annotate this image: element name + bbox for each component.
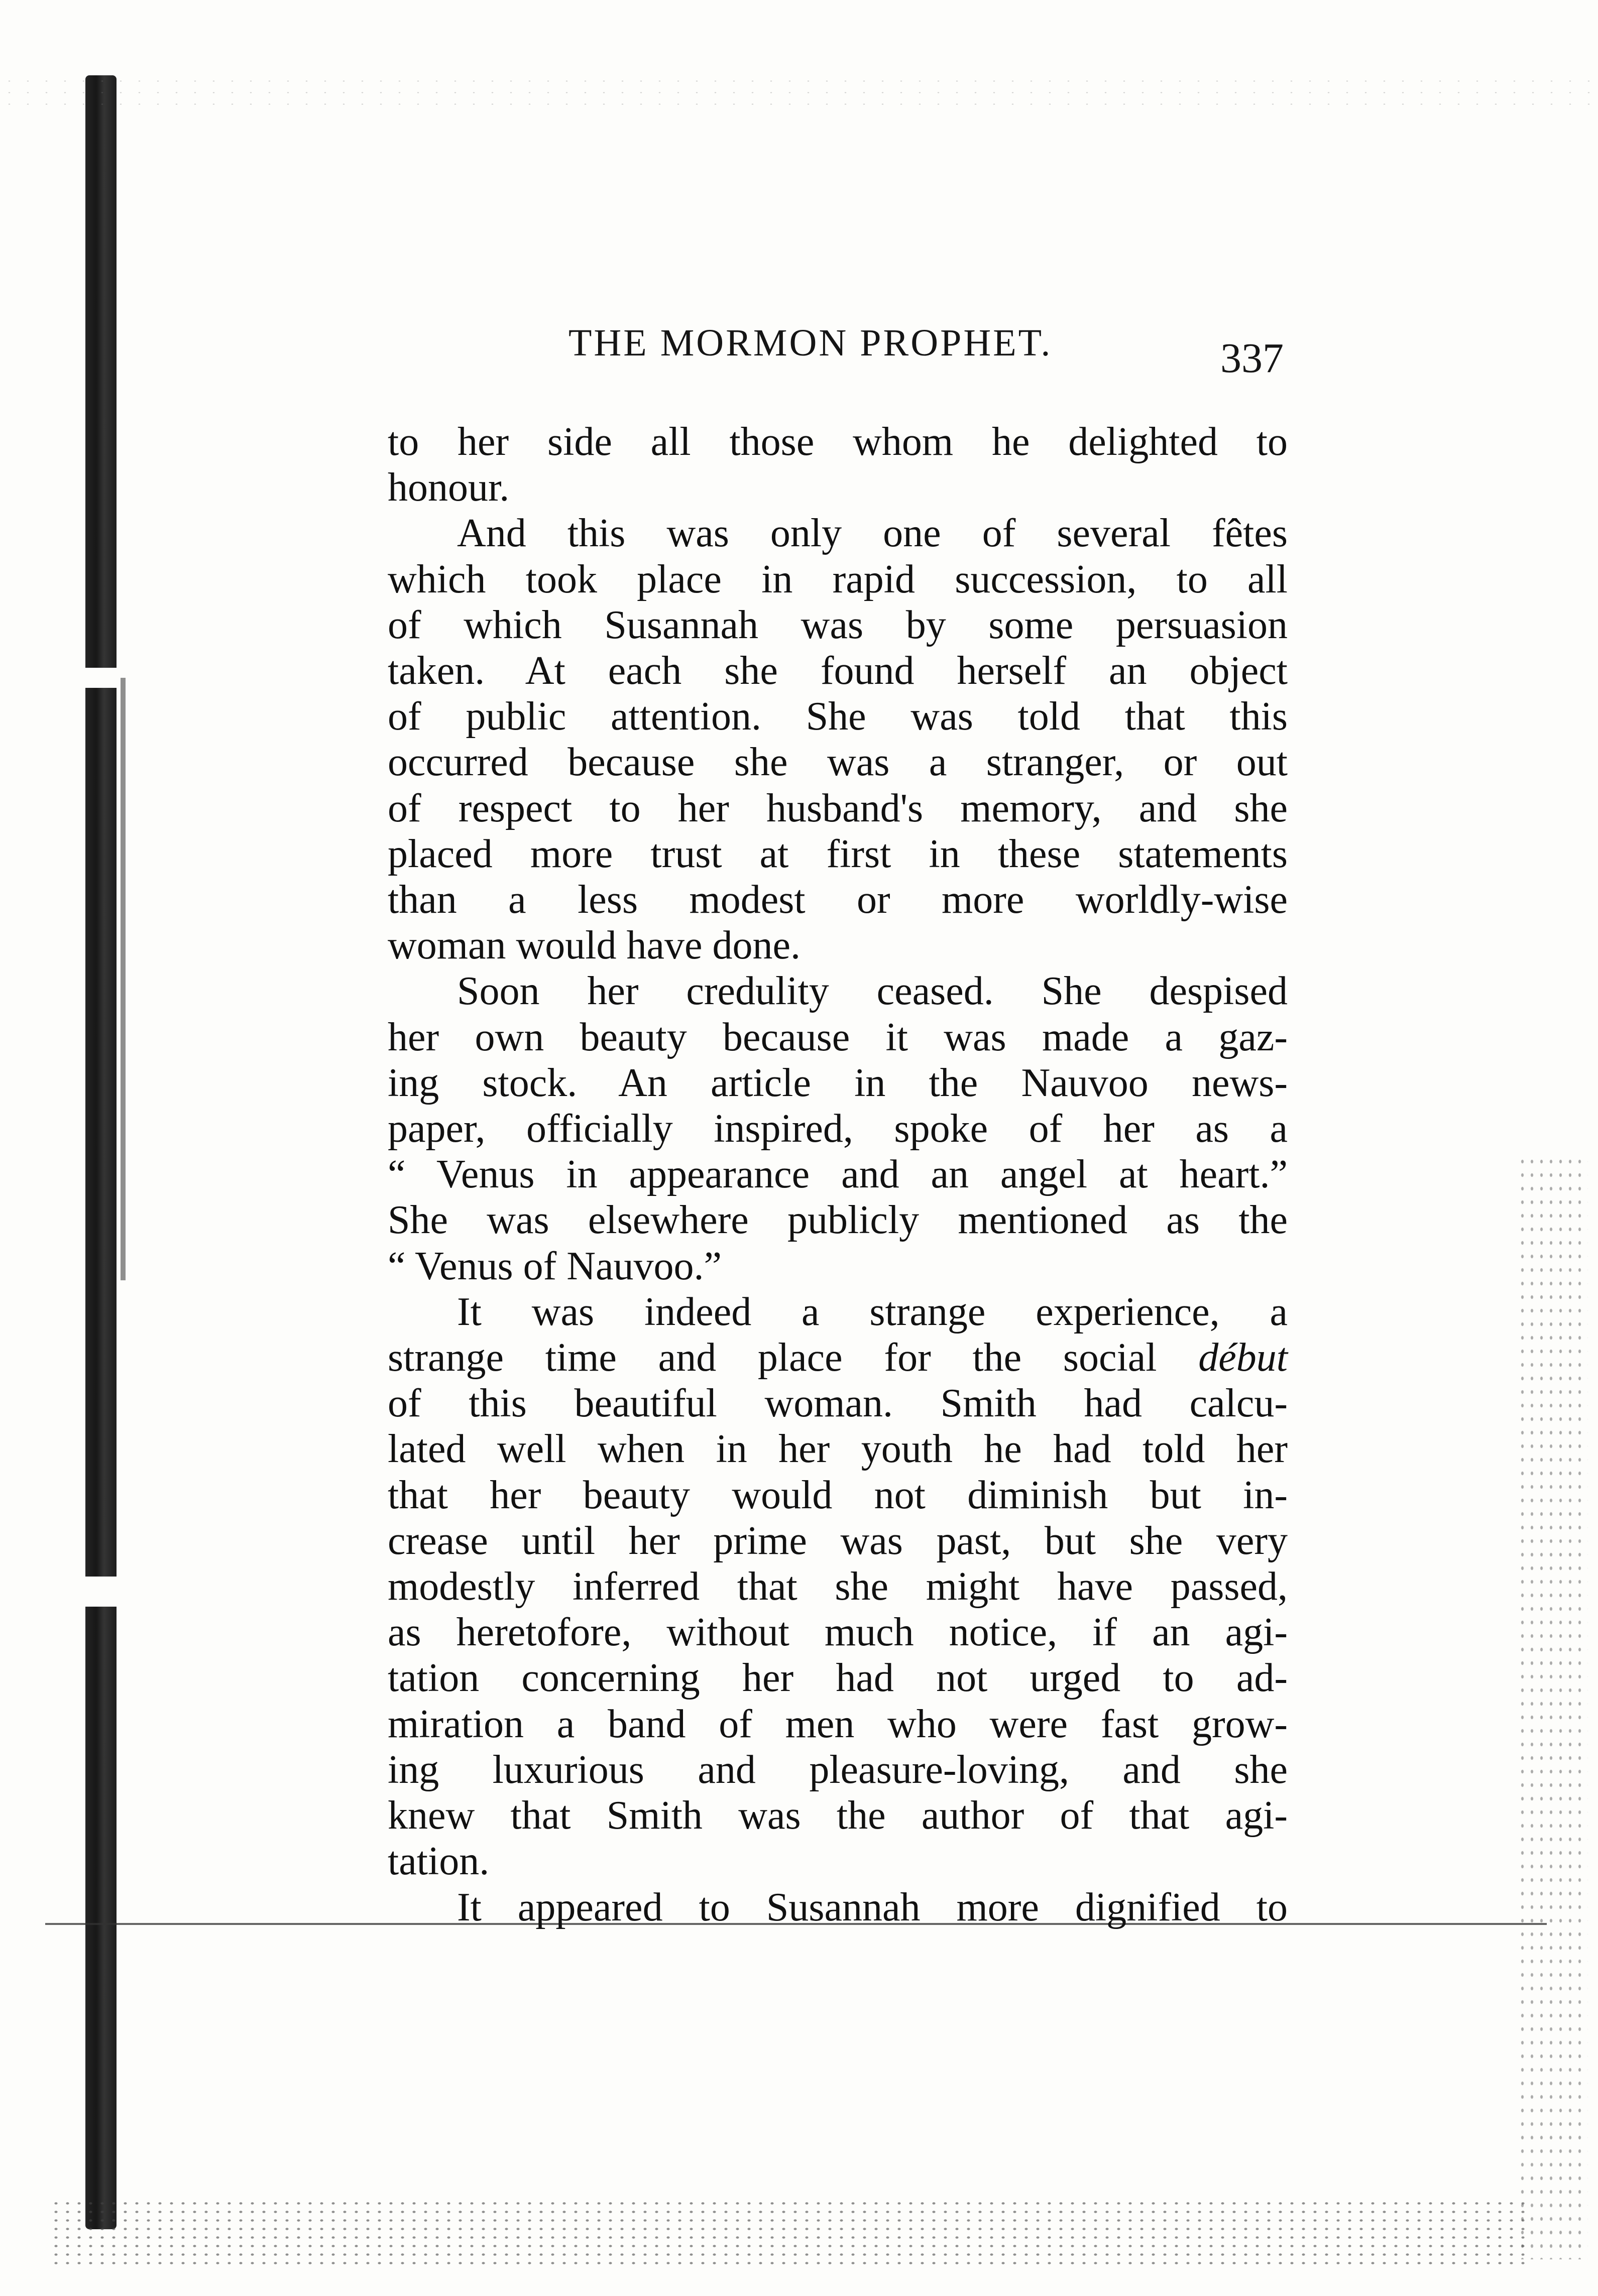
text-line: as heretofore, without much notice, if an agi- [388, 1610, 1288, 1655]
spine-gap [85, 1577, 117, 1607]
text-line: modestly inferred that she might have passed, [388, 1564, 1288, 1609]
page-number: 337 [1220, 335, 1284, 382]
text-line: than a less modest or more worldly-wise [388, 878, 1288, 922]
text-line: of which Susannah was by some persuasion [388, 602, 1288, 647]
scan-noise-bottom [50, 2199, 1532, 2264]
text-line: occurred because she was a stranger, or out [388, 740, 1288, 785]
scan-noise-top [0, 75, 1598, 105]
spine-edge [121, 678, 126, 1280]
book-spine-shadow [85, 75, 117, 2229]
text-line: woman would have done. [388, 923, 801, 968]
text-line: lated well when in her youth he had told her [388, 1427, 1288, 1472]
text-line: “ Venus of Nauvoo.” [388, 1244, 722, 1288]
text-line: taken. At each she found herself an object [388, 649, 1288, 693]
text-line [388, 1335, 1288, 1381]
text-line: ing luxurious and pleasure-loving, and she [388, 1747, 1288, 1792]
scan-noise-right [1518, 1155, 1588, 2259]
text-line: It was indeed a strange experience, a [457, 1289, 1288, 1334]
text-line: And this was only one of several fêtes [457, 511, 1288, 556]
text-line: of respect to her husband's memory, and she [388, 786, 1288, 830]
text-line: honour. [388, 465, 510, 510]
text-line: crease until her prime was past, but she very [388, 1518, 1288, 1563]
text-line: which took place in rapid succession, to all [388, 557, 1288, 601]
text-line: of public attention. She was told that this [388, 694, 1288, 739]
body-text [388, 419, 1288, 1930]
text-line: It appeared to Susannah more dignified to [457, 1885, 1288, 1929]
spine-gap [85, 668, 117, 688]
text-line: tation. [388, 1839, 490, 1884]
text-line: placed more trust at first in these statements [388, 831, 1288, 876]
text-line: miration a band of men who were fast grow- [388, 1702, 1288, 1746]
text-line: knew that Smith was the author of that agi- [388, 1793, 1288, 1838]
text-line: her own beauty because it was made a gaz- [388, 1015, 1288, 1059]
text-line-start: strange time and place for the social [388, 1336, 1157, 1380]
running-head: THE MORMON PROPHET. [568, 322, 1053, 364]
text-line: that her beauty would not diminish but in- [388, 1473, 1288, 1517]
text-line: She was elsewhere publicly mentioned as the [388, 1198, 1288, 1243]
text-line: “ Venus in appearance and an angel at heart.” [388, 1152, 1288, 1197]
text-line: paper, officially inspired, spoke of her as a [388, 1107, 1288, 1151]
text-line: tation concerning her had not urged to ad- [388, 1656, 1288, 1701]
italic-word: début [1198, 1336, 1288, 1380]
text-line: of this beautiful woman. Smith had calcu- [388, 1381, 1288, 1426]
text-line: Soon her credulity ceased. She despised [457, 969, 1288, 1014]
text-line: ing stock. An article in the Nauvoo news- [388, 1060, 1288, 1105]
text-line: to her side all those whom he delighted to [388, 420, 1288, 464]
